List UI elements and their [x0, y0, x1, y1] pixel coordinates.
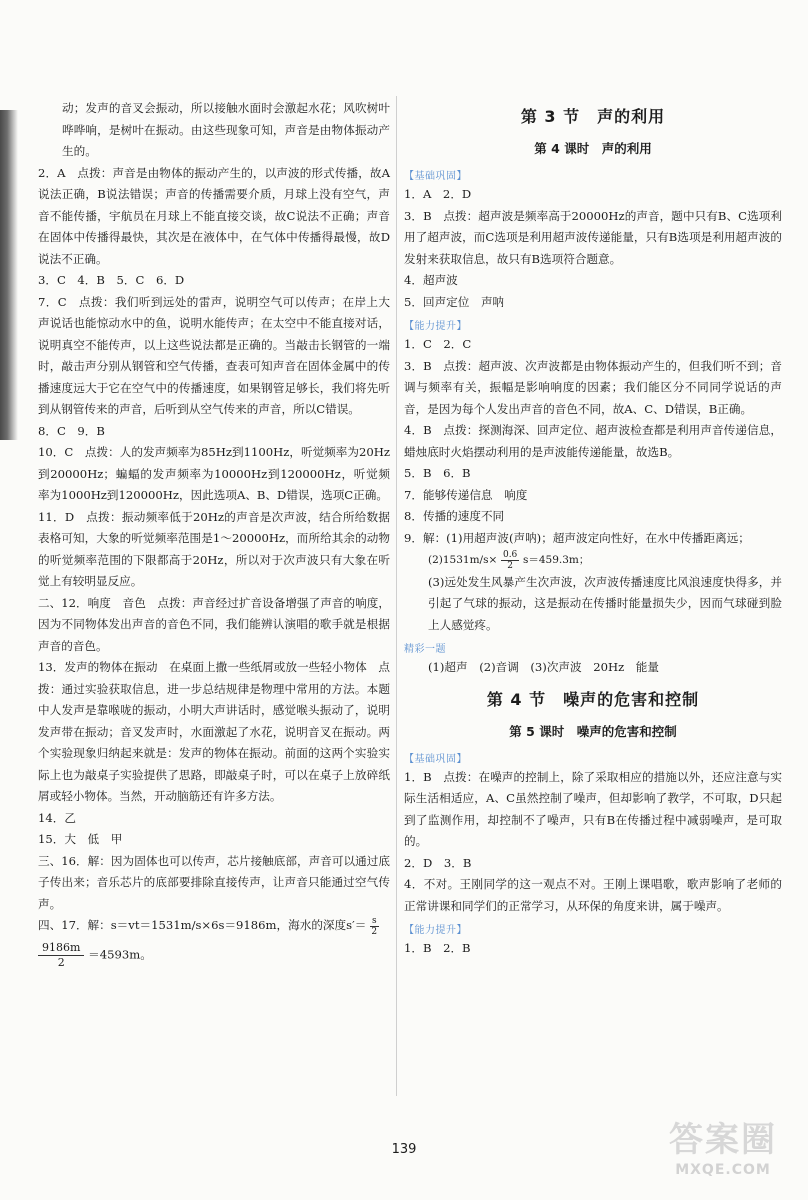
- section-tag: 【基础巩固】: [404, 753, 467, 765]
- answer-7: 7．能够传递信息 响度: [404, 487, 528, 502]
- lesson-title: 第 4 课时 声的利用: [534, 141, 652, 156]
- highlight-answer: (1)超声 (2)音调 (3)次声波 20Hz 能量: [428, 660, 659, 674]
- answer-16: 三、16．解：因为固体也可以传声，芯片接触底部，声音可以通过底子传出来；音乐芯片的底部要排除直接传声，让声音只能通过空气传声。: [38, 853, 390, 911]
- fraction-9186-over-2: [38, 941, 84, 970]
- section-tag: 精彩一题: [404, 644, 446, 655]
- fraction-numerator: 9186m: [38, 941, 84, 956]
- answer-4: 4．B 点拨：探测海深、回声定位、超声波检查都是利用声音传递信息，蜡烛底时火焰摆动利用的是声波能传递能量，故选B。: [404, 423, 782, 459]
- answer-1: 1．B 点拨：在噪声的控制上，除了采取相应的措施以外，还应注意与实际生活相适应，A、C虽然控制了噪声，但却影响了教学，不可取，D只起到了监测作用，却控制不了噪声，只有B在传播过程中减弱噪声，是可取的。: [404, 769, 782, 848]
- answer-4: 4．超声波: [404, 273, 458, 287]
- page-binding-shadow: [0, 110, 18, 440]
- answer-1-2: 1．C 2．C: [404, 337, 472, 351]
- column-divider: [396, 96, 397, 1096]
- answer-4: 4．不对。王刚同学的这一观点不对。王刚上课唱歌，歌声影响了老师的正常讲课和同学们的正常学习，从环保的角度来讲，属于噪声。: [404, 877, 782, 913]
- answer-3: 3．B 点拨：超声波、次声波都是由物体振动产生的，但我们听不到；音调与频率有关，振幅是影响响度的因素；我们能区分不同同学说话的声音，是因为每个人发出声音的音色不同，故A、C、D错误，B正确。: [404, 358, 782, 416]
- section-tag: 【能力提升】: [404, 321, 467, 332]
- fraction-0-6-over-2: [501, 550, 519, 571]
- fraction-denominator: 2: [57, 955, 65, 969]
- answer-3: 3．B 点拨：超声波是频率高于20000Hz的声音，题中只有B、C选项利用了超声波，而C选项是利用超声波传递能量，只有B选项是利用超声波的发射来获取信息，故只有B选项符合题意。: [404, 208, 782, 266]
- answer-17: [38, 915, 390, 937]
- section-tag: 【能力提升】: [404, 925, 467, 936]
- answer-1-2: 1．A 2．D: [404, 187, 472, 201]
- left-column: [38, 98, 390, 970]
- lesson-title: 第 5 课时 噪声的危害和控制: [509, 723, 677, 739]
- page-number: 139: [391, 1142, 417, 1157]
- fraction-denominator: 2: [507, 560, 513, 571]
- answer-11: 11．D 点拨：振动频率低于20Hz的声音是次声波，结合所给数据表格可知，大象的听觉频率范围是1～20000Hz，而所给其余的动物的听觉频率范围的下限都高于20Hz，所以对于次声波只有大象在听觉上有较明显反应。: [38, 509, 390, 588]
- watermark-logo: [648, 1118, 798, 1194]
- section-title: 第 4 节 噪声的危害和控制: [486, 689, 700, 709]
- answer-3-6: 3．C 4．B 5．C 6．D: [38, 273, 185, 287]
- answer-8-9: 8．C 9．B: [38, 423, 105, 438]
- answer-13: 13．发声的物体在振动 在桌面上撒一些纸屑或放一些轻小物体 点拨：通过实验获取信息，进一步总结规律是物理中常用的方法。本题中人发声是靠喉咙的振动，小明大声讲话时，感觉喉头振动了，说明发声带在振动；音叉发声时，水面激起了水花，说明音叉在振动。两个实验现象归纳起来就是：发声的物体在振动。前面的这两个实验实际上也为敲桌子实验提供了思路，即敲桌子时，可以在桌子上放碎纸屑或轻小物体。当然，开动脑筋还有许多方法。: [38, 660, 390, 803]
- section-tag: 【基础巩固】: [404, 171, 467, 182]
- formula-text: (2)1531m/s×: [428, 554, 498, 566]
- answer-17-result: [38, 941, 390, 970]
- answer-12: 二、12．响度 音色 点拨：声音经过扩音设备增强了声音的响度，因为不同物体发出声音的音色不同，我们能辨认演唱的歌手就是根据声音的音色。: [38, 595, 390, 653]
- answer-17-result-text: ＝4593m。: [88, 947, 152, 961]
- right-column: [404, 98, 782, 960]
- answer-5: 5．回声定位 声呐: [404, 294, 505, 309]
- answer-1-2: 1．B 2．B: [404, 941, 471, 955]
- answer-7: 7．C 点拨：我们听到远处的雷声，说明空气可以传声；在岸上大声说话也能惊动水中的鱼，说明水能传声；在太空中不能直接对话，说明真空不能传声，以上这些说法都是正确的。当敲击长钢管的一端时，敲击声分别从钢管和空气传播，查表可知声音在固体金属中的传播速度远大于它在空气中的传播速度，如果钢管足够长，我们将先听到从钢管传来的声音，后听到从空气传来的声音，所以C错误。: [38, 294, 390, 416]
- answer-9: 9．解：(1)用超声波(声呐)；超声波定向性好，在水中传播距离远；: [404, 530, 750, 545]
- answer-9-part-3: (3)远处发生风暴产生次声波，次声波传播速度比风浪速度快得多，并引起了气球的振动，这是振动在传播时能量损失少，因而气球碰到脸上人感觉疼。: [428, 574, 782, 632]
- answer-5-6: 5．B 6．B: [404, 466, 471, 480]
- answer-17-text: 四、17．解：s＝vt＝1531m/s×6s＝9186m，海水的深度s′＝: [38, 918, 367, 932]
- answer-9-part-2: [404, 549, 782, 572]
- answer-14: 14．乙: [38, 810, 76, 825]
- answer-2-3: 2．D 3．B: [404, 855, 472, 870]
- watermark-url: MXQE.COM: [675, 1162, 771, 1178]
- formula-result: s＝459.3m；: [522, 554, 590, 566]
- answer-paragraph: 动；发声的音叉会振动，所以接触水面时会激起水花；风吹树叶哗哗响，是树叶在振动。由这些现象可知，声音是由物体振动产生的。: [62, 101, 390, 158]
- answer-15: 15．大 低 甲: [38, 832, 123, 846]
- answer-10: 10．C 点拨：人的发声频率为85Hz到1100Hz，听觉频率为20Hz到20000Hz；蝙蝠的发声频率为10000Hz到120000Hz，听觉频率为1000Hz到120000Hz，因此选项A、B、D错误，选项C正确。: [38, 445, 390, 502]
- fraction-s-over-2: [370, 916, 379, 937]
- fraction-numerator: s: [371, 915, 377, 926]
- answer-2: 2．A 点拨：声音是由物体的振动产生的，以声波的形式传播，故A说法正确，B说法错误；声音的传播需要介质，月球上没有空气，声音不能传播，宇航员在月球上不能直接交谈，故C说法不正确；声音在固体中传播得最快，其次是在液体中，在气体中传播得最慢，故D说法不正确。: [38, 165, 390, 266]
- fraction-denominator: 2: [371, 926, 378, 937]
- section-title: 第 3 节 声的利用: [520, 107, 666, 126]
- fraction-numerator: 0.6: [502, 549, 518, 560]
- watermark-text: 答案圈: [669, 1120, 777, 1160]
- answer-8: 8．传播的速度不同: [404, 509, 505, 523]
